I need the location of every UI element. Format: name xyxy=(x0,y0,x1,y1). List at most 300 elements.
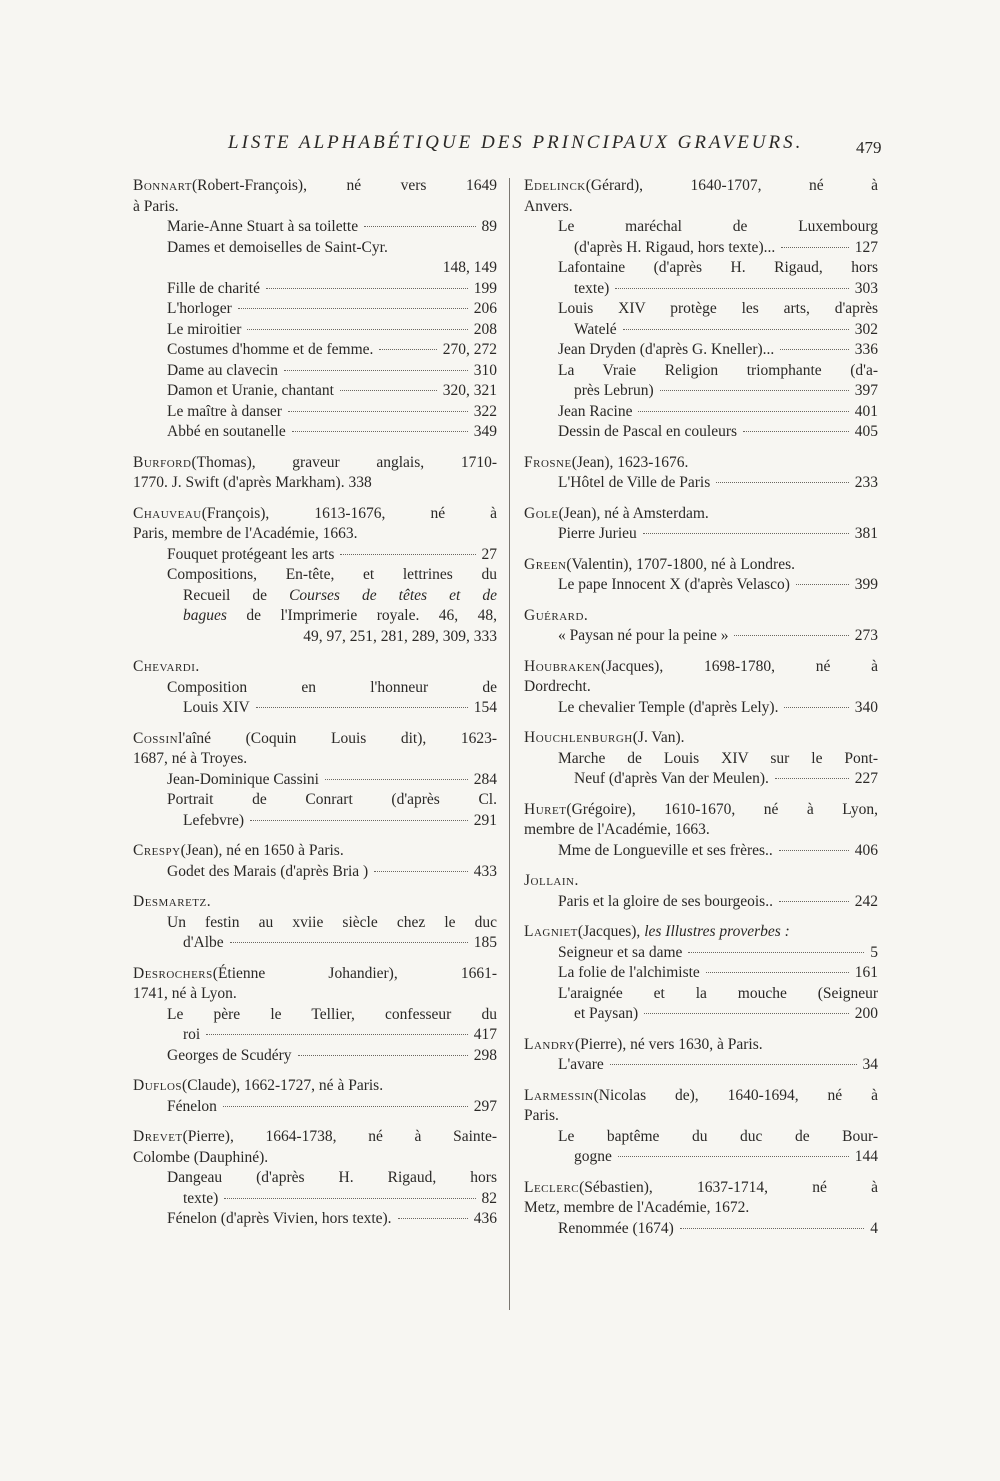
work-title: Lafontaine (d'après H. Rigaud, hors xyxy=(558,259,878,276)
engraver-name: Jollain. xyxy=(524,872,579,889)
page-ref: 406 xyxy=(854,841,878,859)
leader-dots xyxy=(379,349,436,350)
engraver-name: Houchlenburgh xyxy=(524,729,633,746)
graveur-entry xyxy=(524,176,878,443)
entry-line xyxy=(133,1148,497,1169)
entry-line xyxy=(524,197,878,218)
page-ref: 405 xyxy=(854,423,878,440)
page-ref: 199 xyxy=(473,279,497,297)
entry-line xyxy=(133,729,497,750)
work-title: Dames et demoiselles de Saint-Cyr. xyxy=(167,238,388,256)
leader-dots xyxy=(784,707,848,708)
work-row xyxy=(574,238,878,259)
entry-line xyxy=(524,1198,878,1219)
work-row xyxy=(183,933,497,954)
page-ref: 185 xyxy=(473,934,497,951)
works-list xyxy=(558,1127,878,1168)
engraver-name: Larmessin xyxy=(524,1086,594,1104)
work-row xyxy=(183,1025,497,1046)
graveur-entry xyxy=(524,1035,878,1076)
entry-text: à Paris. xyxy=(133,197,179,215)
work-row xyxy=(167,1046,497,1067)
leader-dots xyxy=(643,533,849,534)
work-title-cont: roi xyxy=(183,1026,201,1043)
works-list xyxy=(167,1168,497,1230)
work-title: Renommée (1674) xyxy=(558,1219,674,1237)
work-row xyxy=(574,320,878,341)
entry-line xyxy=(524,504,878,525)
page-ref: 349 xyxy=(473,423,497,440)
work-italic: bagues xyxy=(183,607,227,624)
page-ref: 340 xyxy=(854,698,878,716)
leader-dots xyxy=(779,901,849,902)
work-title: Pierre Jurieu xyxy=(558,525,637,542)
work-row xyxy=(574,769,878,790)
works-list xyxy=(558,575,878,596)
work-row xyxy=(558,698,878,719)
graveur-entry xyxy=(524,728,878,790)
entry-line xyxy=(524,871,878,892)
entry-text: (Pierre), 1664-1738, né à Sainte- xyxy=(182,1128,497,1145)
page-ref: 302 xyxy=(854,320,878,338)
graveur-entry xyxy=(133,657,497,719)
entry-text: (Grégoire), 1610-1670, né à Lyon, xyxy=(566,800,878,818)
entry-text: Paris. xyxy=(524,1107,559,1124)
work-title: Composition en l'honneur de xyxy=(167,678,497,696)
work-title-cont: Watelé xyxy=(574,320,617,338)
page-ref: 284 xyxy=(473,770,497,788)
page-ref: 208 xyxy=(473,320,497,338)
entry-text: (Pierre), né vers 1630, à Paris. xyxy=(574,1035,763,1053)
page-number: 479 xyxy=(856,138,882,157)
work-title: Godet des Marais (d'après Bria ) xyxy=(167,862,369,880)
work-title: Jean-Dominique Cassini xyxy=(167,770,319,788)
graveur-entry xyxy=(133,892,497,954)
entry-line xyxy=(133,453,497,474)
leader-dots xyxy=(680,1228,864,1229)
leader-dots xyxy=(223,1106,468,1107)
engraver-name: Chevardi. xyxy=(133,658,200,675)
work-row xyxy=(558,626,878,647)
engraver-name: Huret xyxy=(524,800,567,818)
work-title: Fouquet protégeant les arts xyxy=(167,545,335,563)
entry-line xyxy=(133,964,497,985)
page-ref: 82 xyxy=(481,1189,497,1207)
leader-dots xyxy=(644,1013,849,1014)
page-ref: 233 xyxy=(854,474,878,491)
works-list xyxy=(558,217,878,443)
entry-text: (Sébastien), 1637-1714, né à xyxy=(579,1178,878,1196)
work-title: Dangeau (d'après H. Rigaud, hors xyxy=(167,1169,497,1186)
leader-dots xyxy=(660,390,849,391)
page-ref: 154 xyxy=(473,699,497,716)
leader-dots xyxy=(288,411,468,412)
leader-dots xyxy=(623,329,849,330)
graveur-entry xyxy=(133,964,497,1067)
leader-dots xyxy=(206,1034,468,1035)
engraver-name: Gole xyxy=(524,504,559,522)
work-row xyxy=(574,279,878,300)
page-ref: 381 xyxy=(854,525,878,542)
entry-line xyxy=(524,728,878,749)
entry-line xyxy=(524,1086,878,1107)
page-ref: 417 xyxy=(473,1026,497,1043)
works-list xyxy=(558,749,878,790)
work-title: La folie de l'alchimiste xyxy=(558,964,700,981)
entry-line xyxy=(524,453,878,474)
page-ref: 320, 321 xyxy=(442,382,497,399)
page-ref: 127 xyxy=(854,238,878,256)
leader-dots xyxy=(340,390,437,391)
entry-text: 1770. J. Swift (d'après Markham). 338 xyxy=(133,474,372,491)
graveur-entry xyxy=(524,504,878,545)
leader-dots xyxy=(610,1064,857,1065)
engraver-name: Duflos xyxy=(133,1077,183,1094)
entry-text: Anvers. xyxy=(524,197,573,215)
works-list xyxy=(558,698,878,719)
graveur-entry xyxy=(133,453,497,494)
entry-line xyxy=(524,922,878,943)
work-title: Le miroitier xyxy=(167,320,242,338)
leader-dots xyxy=(688,952,864,953)
work-row xyxy=(558,340,878,361)
work-title: Jean Dryden (d'après G. Kneller)... xyxy=(558,341,775,358)
work-title: Dame au clavecin xyxy=(167,361,279,379)
engraver-name: Burford xyxy=(133,453,192,471)
entry-text: (Valentin), 1707-1800, né à Londres. xyxy=(566,555,795,573)
page-title: LISTE ALPHABÉTIQUE DES PRINCIPAUX GRAVEURS. xyxy=(228,132,804,153)
graveur-entry xyxy=(133,176,497,443)
entry-text: 1687, né à Troyes. xyxy=(133,750,248,767)
work-title-cont: texte) xyxy=(574,279,610,297)
work-title: L'horloger xyxy=(167,300,232,317)
work-title: Marche de Louis XIV sur le Pont- xyxy=(558,749,878,767)
page-ref: 298 xyxy=(473,1046,497,1064)
graveur-entry xyxy=(524,1178,878,1240)
work-row xyxy=(167,340,497,361)
leader-dots xyxy=(230,942,468,943)
works-list xyxy=(167,862,497,883)
leader-dots xyxy=(374,871,468,872)
work-title: Mme de Longueville et ses frères.. xyxy=(558,841,773,859)
page-ref: 291 xyxy=(473,811,497,829)
entry-line xyxy=(133,1076,497,1097)
entry-line xyxy=(133,841,497,862)
work-row xyxy=(558,892,878,913)
works-list xyxy=(167,770,497,832)
engraver-name: Green xyxy=(524,555,567,573)
work-title: Compositions, En-tête, et lettrines du xyxy=(167,566,497,583)
work-title: Un festin au xviie siècle chez le duc xyxy=(167,913,497,931)
leader-dots xyxy=(284,370,468,371)
works-list xyxy=(167,1005,497,1067)
work-title-cont: Lefebvre) xyxy=(183,811,245,829)
entry-text: l'aîné (Coquin Louis dit), 1623- xyxy=(178,729,497,747)
column-divider xyxy=(509,178,510,1310)
work-title-cont: texte) xyxy=(183,1189,219,1207)
work-title: Fille de charité xyxy=(167,279,260,297)
work-row xyxy=(167,320,497,341)
work-title: L'araignée et la mouche (Seigneur xyxy=(558,984,878,1002)
entry-text: Paris, membre de l'Académie, 1663. xyxy=(133,525,358,542)
page-ref: 206 xyxy=(473,300,497,317)
work-row xyxy=(558,402,878,423)
leader-dots xyxy=(615,288,848,289)
entry-text: (Claude), 1662-1727, né à Paris. xyxy=(182,1077,384,1094)
engraver-name: Guérard. xyxy=(524,606,589,624)
work-title: Paris et la gloire de ses bourgeois.. xyxy=(558,892,773,910)
works-list xyxy=(558,841,878,862)
page-ref: 34 xyxy=(862,1056,878,1073)
work-row xyxy=(167,1209,497,1230)
entry-text: (Jean), 1623-1676. xyxy=(571,453,689,471)
page-ref: 227 xyxy=(854,770,878,787)
entry-line xyxy=(133,197,497,218)
graveur-entry xyxy=(133,729,497,832)
engraver-name: Chauveau xyxy=(133,504,202,522)
work-title: Dessin de Pascal en couleurs xyxy=(558,423,738,440)
entry-line xyxy=(524,176,878,197)
page-ref: 401 xyxy=(854,402,878,420)
entry-line xyxy=(524,1035,878,1056)
works-list xyxy=(558,892,878,913)
work-title: Marie-Anne Stuart à sa toilette xyxy=(167,218,359,235)
works-list xyxy=(558,626,878,647)
work-row xyxy=(167,217,497,238)
work-row xyxy=(167,381,497,402)
engraver-name: Leclerc xyxy=(524,1178,580,1196)
work-title: Damon et Uranie, chantant xyxy=(167,382,334,399)
work-row xyxy=(167,299,497,320)
leader-dots xyxy=(706,972,849,973)
entry-line xyxy=(524,1178,878,1199)
leader-dots xyxy=(364,226,475,227)
work-row xyxy=(558,963,878,984)
work-title: Le pape Innocent X (d'après Velasco) xyxy=(558,576,790,593)
leader-dots xyxy=(340,554,475,555)
engraver-name: Drevet xyxy=(133,1128,183,1145)
graveur-entry xyxy=(133,841,497,882)
page-ref: 310 xyxy=(473,361,497,379)
leader-dots xyxy=(638,411,848,412)
work-title-cont: Louis XIV xyxy=(183,699,250,716)
works-list xyxy=(558,524,878,545)
work-row xyxy=(167,1097,497,1118)
entry-line xyxy=(133,504,497,525)
entry-text: (J. Van). xyxy=(632,729,685,746)
work-title: Costumes d'homme et de femme. xyxy=(167,341,374,358)
leader-dots xyxy=(743,431,849,432)
work-row xyxy=(183,811,497,832)
work-row xyxy=(558,422,878,443)
engraver-name: Crespy xyxy=(133,842,181,859)
leader-dots xyxy=(325,779,468,780)
work-title-cont: d'Albe xyxy=(183,934,224,951)
work-title: Georges de Scudéry xyxy=(167,1046,292,1064)
page-ref: 399 xyxy=(854,576,878,593)
works-list xyxy=(167,217,497,443)
page-ref: 89 xyxy=(481,218,497,235)
engraver-name: Edelinck xyxy=(524,177,586,194)
entry-text: (Nicolas de), 1640-1694, né à xyxy=(593,1086,878,1104)
work-row xyxy=(574,381,878,402)
leader-dots xyxy=(247,329,467,330)
work-row xyxy=(558,841,878,862)
engraver-name: Cossin xyxy=(133,729,179,747)
left-column xyxy=(133,176,497,1240)
work-row xyxy=(167,862,497,883)
entry-text: (Gérard), 1640-1707, né à xyxy=(585,177,878,194)
work-row xyxy=(167,361,497,382)
entry-text: Colombe (Dauphiné). xyxy=(133,1148,269,1166)
engraver-name: Bonnart xyxy=(133,177,193,194)
leader-dots xyxy=(618,1156,849,1157)
graveur-entry xyxy=(524,1086,878,1168)
engraver-name: Houbraken xyxy=(524,657,601,675)
work-title-cont: et Paysan) xyxy=(574,1005,639,1022)
engraver-name: Desmaretz. xyxy=(133,893,212,910)
entry-text: 1741, né à Lyon. xyxy=(133,985,237,1002)
works-list xyxy=(558,1219,878,1240)
work-italic: Courses de têtes et de xyxy=(289,586,497,604)
entry-line xyxy=(524,800,878,821)
works-list xyxy=(167,545,497,648)
page-ref: 148, 149 xyxy=(442,259,497,276)
work-row xyxy=(574,1004,878,1025)
work-row xyxy=(167,422,497,443)
engraver-name: Landry xyxy=(524,1035,575,1053)
work-title: L'avare xyxy=(558,1056,604,1073)
page-ref: 144 xyxy=(854,1148,878,1165)
entry-line xyxy=(133,892,497,913)
page-ref: 436 xyxy=(473,1210,497,1227)
entry-line xyxy=(133,473,497,494)
work-title: Le maître à danser xyxy=(167,402,282,420)
leader-dots xyxy=(238,308,468,309)
leader-dots xyxy=(775,778,849,779)
graveur-entry xyxy=(524,606,878,647)
graveur-entry xyxy=(524,555,878,596)
entry-line xyxy=(524,606,878,627)
page-ref: 161 xyxy=(854,964,878,981)
work-row xyxy=(167,545,497,566)
work-title-cont: bagues de l'Imprimerie royale. 46, 48, xyxy=(183,607,497,624)
work-row xyxy=(558,575,878,596)
leader-dots xyxy=(796,584,849,585)
works-list xyxy=(558,473,878,494)
entry-text: (Robert-François), né vers 1649 xyxy=(192,177,497,194)
page-ref: 5 xyxy=(870,943,878,961)
work-title: Portrait de Conrart (d'après Cl. xyxy=(167,791,497,808)
work-title: L'Hôtel de Ville de Paris xyxy=(558,474,711,491)
work-row xyxy=(183,698,497,719)
entry-line xyxy=(133,176,497,197)
entry-text: (Jacques), xyxy=(577,923,645,940)
work-title: Le maréchal de Luxembourg xyxy=(558,218,878,235)
page-ref: 270, 272 xyxy=(442,341,497,358)
graveur-entry xyxy=(133,1127,497,1230)
entry-text: Metz, membre de l'Académie, 1672. xyxy=(524,1199,750,1216)
entry-line xyxy=(133,1127,497,1148)
entry-line xyxy=(524,1106,878,1127)
work-title: Fénelon (d'après Vivien, hors texte). xyxy=(167,1210,392,1227)
page-ref: 200 xyxy=(854,1005,878,1022)
work-row xyxy=(558,524,878,545)
entry-line xyxy=(133,524,497,545)
leader-dots xyxy=(298,1055,468,1056)
work-title-cont: Neuf (d'après Van der Meulen). xyxy=(574,770,769,787)
work-title-cont: (d'après H. Rigaud, hors texte)... xyxy=(574,238,776,256)
work-title: « Paysan né pour la peine » xyxy=(558,627,729,644)
work-title: Fénelon xyxy=(167,1097,217,1115)
leader-dots xyxy=(292,431,468,432)
work-title-cont: près Lebrun) xyxy=(574,382,654,399)
works-list xyxy=(167,678,497,719)
work-title: Seigneur et sa dame xyxy=(558,943,683,961)
leader-dots xyxy=(734,635,848,636)
work-title: La Vraie Religion triomphante (d'a- xyxy=(558,361,878,379)
entry-text: (Jean), né à Amsterdam. xyxy=(558,504,709,522)
work-row xyxy=(167,402,497,423)
graveur-entry xyxy=(133,504,497,648)
entry-line xyxy=(524,677,878,698)
entry-text: (Jacques), 1698-1780, né à xyxy=(600,657,878,675)
work-row xyxy=(558,1219,878,1240)
leader-dots xyxy=(781,247,849,248)
page-ref: 273 xyxy=(854,627,878,644)
leader-dots xyxy=(780,349,848,350)
work-title: Louis XIV protège les arts, d'après xyxy=(558,300,878,317)
works-list xyxy=(167,913,497,954)
work-row xyxy=(574,1147,878,1168)
work-row xyxy=(183,1189,497,1210)
right-column xyxy=(524,176,878,1249)
work-row xyxy=(558,473,878,494)
running-header xyxy=(0,130,1000,160)
work-row xyxy=(558,1055,878,1076)
work-row xyxy=(167,770,497,791)
leader-dots xyxy=(250,820,468,821)
page-ref: 27 xyxy=(481,545,497,563)
leader-dots xyxy=(256,707,468,708)
entry-italic-text: les Illustres proverbes : xyxy=(644,923,790,940)
page-ref: 242 xyxy=(854,892,878,910)
page-ref: 397 xyxy=(854,382,878,399)
work-title: Le père le Tellier, confesseur du xyxy=(167,1005,497,1023)
page-ref: 303 xyxy=(854,279,878,297)
graveur-entry xyxy=(524,922,878,1025)
page-ref: 322 xyxy=(473,402,497,420)
entry-text: (Étienne Johandier), 1661- xyxy=(212,964,497,982)
leader-dots xyxy=(779,850,849,851)
page-ref: 297 xyxy=(473,1097,497,1115)
engraver-name: Desrochers xyxy=(133,964,213,982)
entry-line xyxy=(524,820,878,841)
engraver-name: Frosne xyxy=(524,453,572,471)
entry-line xyxy=(524,555,878,576)
entry-line xyxy=(524,657,878,678)
works-list xyxy=(558,1055,878,1076)
works-list xyxy=(558,943,878,1025)
entry-line xyxy=(133,749,497,770)
entry-text: (Jean), né en 1650 à Paris. xyxy=(180,842,344,859)
work-title: Le chevalier Temple (d'après Lely). xyxy=(558,698,779,716)
engraver-name: Lagniet xyxy=(524,923,578,940)
graveur-entry xyxy=(524,800,878,862)
entry-text: Dordrecht. xyxy=(524,678,591,695)
graveur-entry xyxy=(524,871,878,912)
entry-text: (François), 1613-1676, né à xyxy=(201,504,497,522)
